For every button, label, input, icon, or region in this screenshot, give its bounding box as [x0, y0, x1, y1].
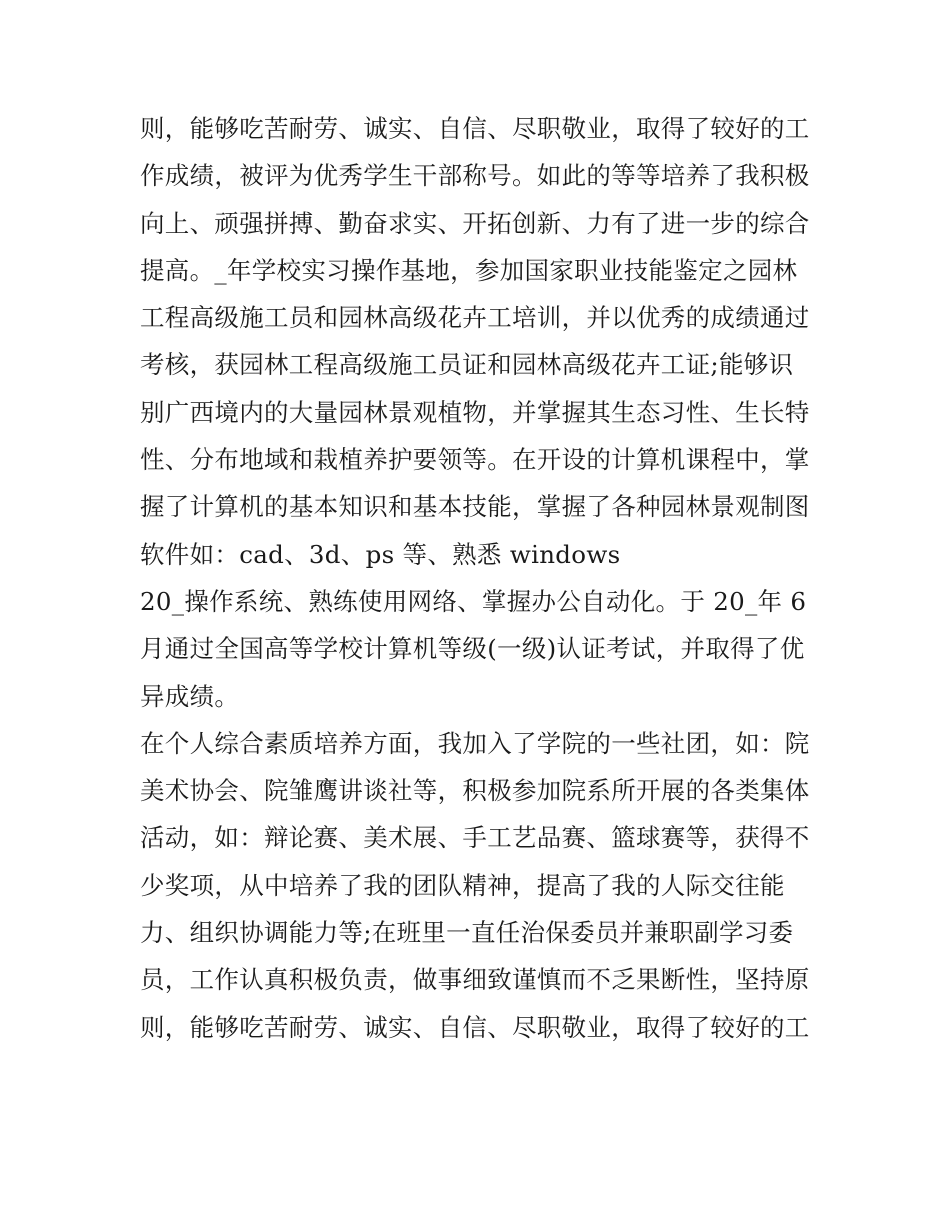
text-line: 则，能够吃苦耐劳、诚实、自信、尽职敬业，取得了较好的工 [140, 1012, 810, 1042]
text-line: 力、组织协调能力等;在班里一直任治保委员并兼职副学习委 [140, 918, 794, 948]
text-line: 工程高级施工员和园林高级花卉工培训，并以优秀的成绩通过 [140, 303, 810, 333]
text-line: 别广西境内的大量园林景观植物，并掌握其生态习性、生长特 [140, 397, 810, 427]
text-line: 则，能够吃苦耐劳、诚实、自信、尽职敬业，取得了较好的工 [140, 114, 810, 143]
text-line: 少奖项，从中培养了我的团队精神，提高了我的人际交往能 [140, 870, 785, 900]
text-line: 活动，如：辩论赛、美术展、手工艺品赛、篮球赛等，获得不 [140, 823, 810, 853]
body-text [140, 105, 820, 1051]
text-line: 考核，获园林工程高级施工员证和园林高级花卉工证;能够识 [140, 350, 794, 380]
text-line: 20_操作系统、熟练使用网络、掌握办公自动化。于 20_年 6 [140, 586, 807, 616]
text-line: 软件如：cad、3d、ps 等、熟悉 windows [140, 539, 621, 569]
text-line: 月通过全国高等学校计算机等级(一级)认证考试，并取得了优 [140, 634, 805, 664]
text-line: 作成绩，被评为优秀学生干部称号。如此的等等培养了我积极 [140, 161, 810, 191]
text-line: 异成绩。 [140, 681, 240, 711]
text-line: 提高。_年学校实习操作基地，参加国家职业技能鉴定之园林 [140, 255, 798, 285]
text-line: 性、分布地域和栽植养护要领等。在开设的计算机课程中，掌 [140, 445, 810, 475]
text-line: 美术协会、院雏鹰讲谈社等，积极参加院系所开展的各类集体 [140, 776, 810, 806]
text-line: 在个人综合素质培养方面，我加入了学院的一些社团，如：院 [140, 728, 810, 758]
text-line: 握了计算机的基本知识和基本技能，掌握了各种园林景观制图 [140, 492, 810, 522]
text-line: 员，工作认真积极负责，做事细致谨慎而不乏果断性，坚持原 [140, 965, 810, 995]
text-line: 向上、顽强拼搏、勤奋求实、开拓创新、力有了进一步的综合 [140, 208, 810, 238]
